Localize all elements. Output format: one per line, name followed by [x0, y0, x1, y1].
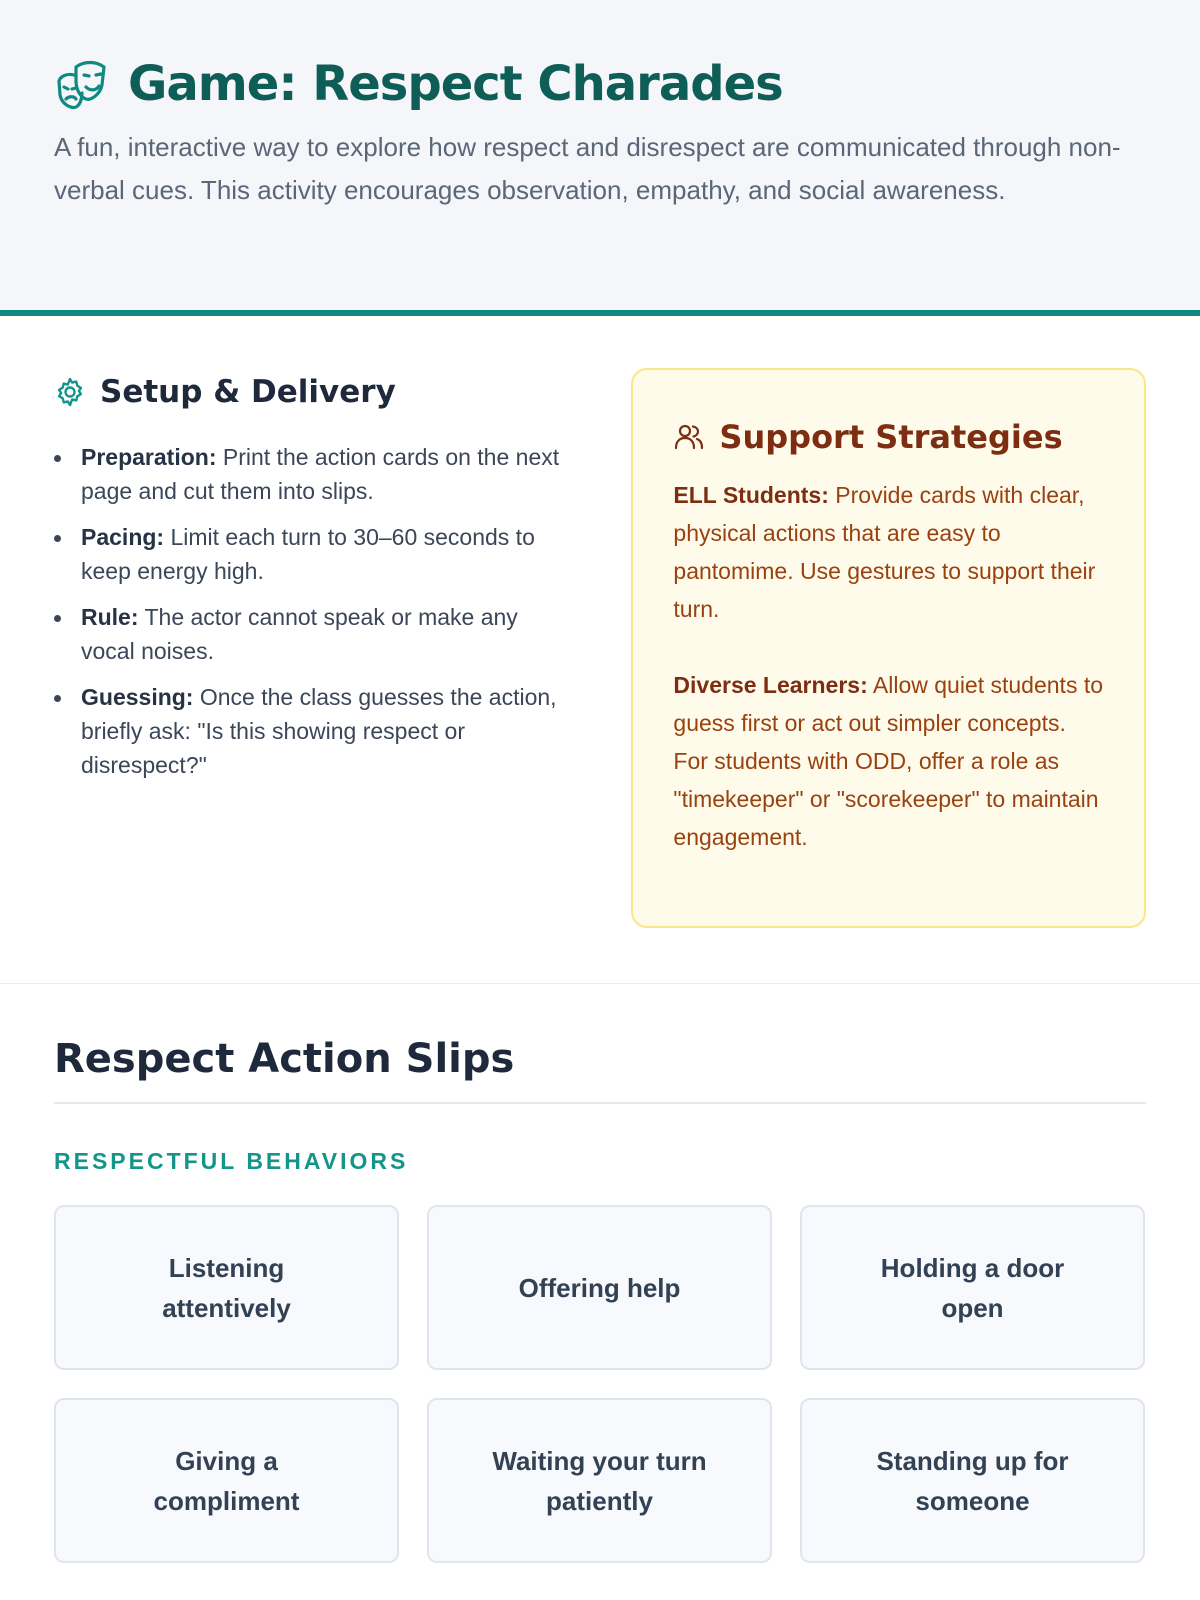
item-text: Limit each turn to 30–60 seconds to keep energy high. [81, 524, 535, 584]
setup-list [54, 440, 575, 782]
setup-title: Setup & Delivery [100, 374, 396, 410]
item-label: Guessing: [81, 684, 194, 710]
item-text: Once the class guesses the action, briefly ask: "Is this showing respect or disrespect?" [81, 684, 557, 778]
support-text [673, 476, 1104, 856]
item-text: Provide cards with clear, physical actions that are easy to pantomime. Use gestures to support their turn. [673, 482, 1096, 622]
list-item [54, 680, 575, 782]
users-icon [673, 421, 705, 453]
action-card: Holding a door open [800, 1205, 1145, 1370]
list-item [54, 600, 575, 668]
support-strategies-box [631, 368, 1146, 928]
page-title: Game: Respect Charades [128, 56, 783, 112]
setup-section [0, 316, 1200, 984]
item-label: ELL Students: [673, 482, 829, 508]
action-card: Giving a compliment [54, 1398, 399, 1563]
action-card: Listening attentively [54, 1205, 399, 1370]
item-label: Pacing: [81, 524, 165, 550]
support-title: Support Strategies [719, 418, 1063, 456]
gear-icon [54, 376, 86, 408]
support-item [673, 476, 1104, 628]
title-row [54, 52, 1146, 116]
support-item [673, 666, 1104, 856]
item-text: Allow quiet students to guess first or act out simpler concepts. For students with ODD, offer a role as "timekeeper" or "scorekeeper" to maintain engagement. [673, 672, 1104, 850]
action-slips-section [0, 984, 1200, 1563]
list-item [54, 520, 575, 588]
support-heading [673, 418, 1104, 456]
action-card: Offering help [427, 1205, 772, 1370]
page-header [0, 0, 1200, 316]
item-label: Preparation: [81, 444, 217, 470]
item-label: Rule: [81, 604, 139, 630]
theater-masks-icon [54, 57, 108, 111]
slips-title: Respect Action Slips [54, 1036, 1146, 1104]
item-label: Diverse Learners: [673, 672, 868, 698]
action-card: Waiting your turn patiently [427, 1398, 772, 1563]
intro-text: A fun, interactive way to explore how respect and disrespect are communicated through non-verbal cues. This activity encourages observation, empathy, and social awareness. [54, 132, 1121, 205]
item-text: Print the action cards on the next page and cut them into slips. [81, 444, 560, 504]
setup-delivery [54, 368, 575, 983]
category-label: RESPECTFUL BEHAVIORS [54, 1148, 409, 1174]
item-text: The actor cannot speak or make any vocal noises. [81, 604, 518, 664]
action-card: Standing up for someone [800, 1398, 1145, 1563]
setup-heading [54, 374, 575, 410]
list-item [54, 440, 575, 508]
slips-grid [54, 1205, 1146, 1563]
